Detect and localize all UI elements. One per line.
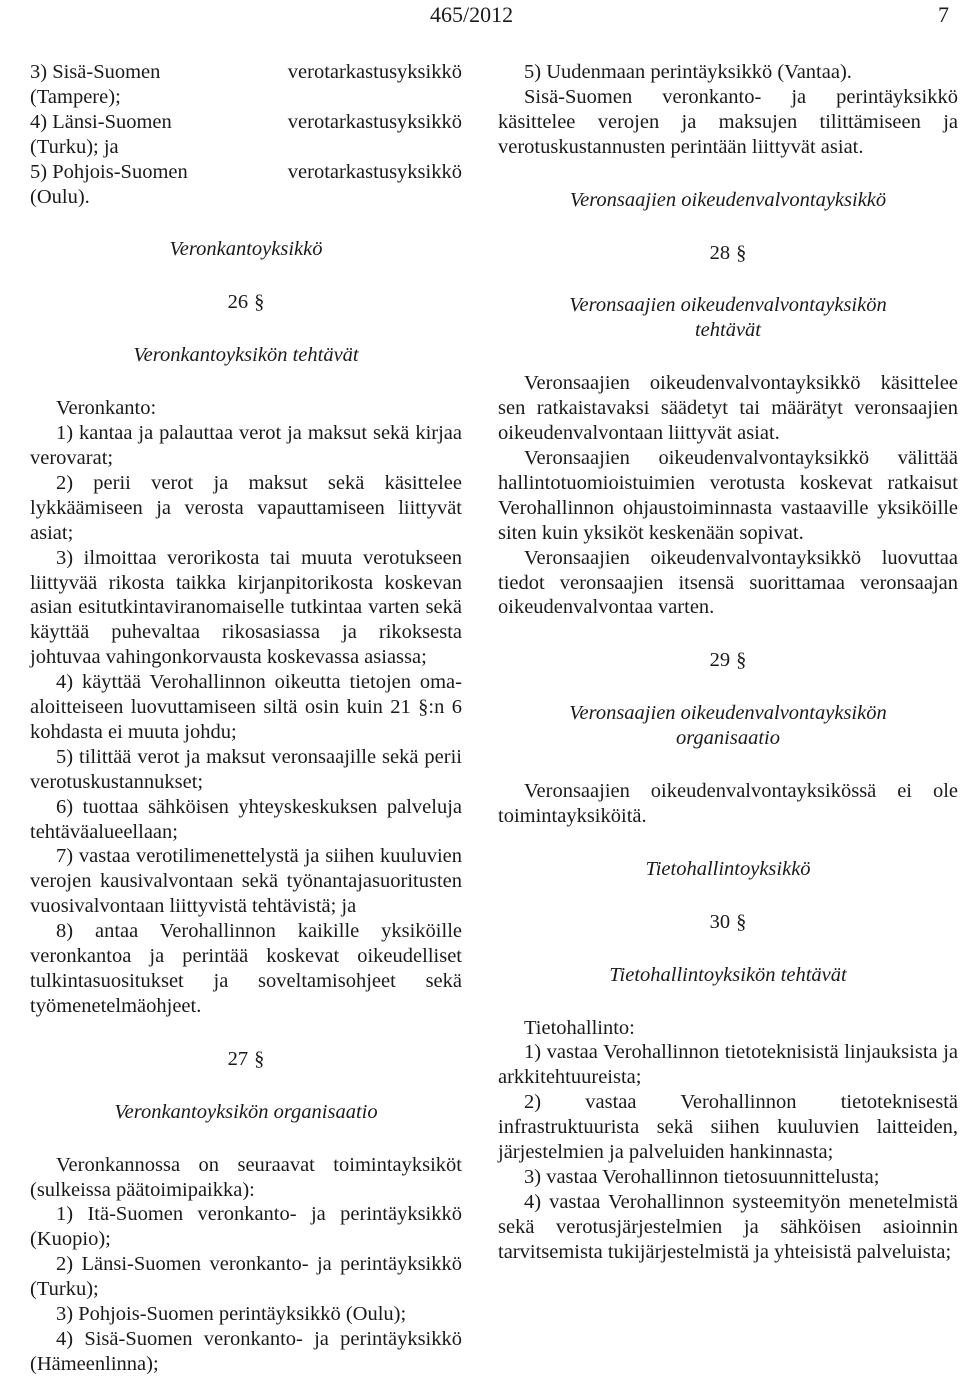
list-item: 7) vastaa verotilimenettelystä ja siihen kuuluvien verojen kausivalvontaan sekä työnantajasuoritusten vuosivalvontaan liittyvistä tehtävistä; ja	[30, 845, 462, 918]
list-item: 4) Länsi-Suomen verotarkastusyksikkö	[30, 110, 462, 133]
section-number: 30 §	[709, 910, 747, 933]
paragraph: Veronkanto:	[56, 397, 157, 420]
document-number: 465/2012	[430, 2, 514, 27]
paragraph: Sisä-Suomen veronkanto- ja perintäyksikkö käsittelee verojen ja maksujen tilittämiseen ja verotuskustannusten perintään liittyvät asiat.	[498, 85, 958, 158]
chapter-heading: Veronsaajien oikeudenvalvontayksikkö	[569, 188, 887, 211]
section-number: 27 §	[227, 1047, 265, 1070]
list-item: 1) vastaa Verohallinnon tietoteknisistä linjauksista ja arkkitehtuureista;	[498, 1041, 958, 1089]
list-item-continuation: (Tampere);	[30, 85, 121, 108]
chapter-heading: Veronkantoyksikkö	[169, 238, 323, 261]
list-item: 3) ilmoittaa verorikosta tai muuta verotukseen liittyvää rikosta taikka kirjanpitorikosta koskevan asian esitutkintaviranomaiselle tutkintaa varten sekä käyttää puhevaltaa rikosasiassa ja rikoksesta johtuvaa vahingonkorvausta koskevassa asiassa;	[30, 546, 462, 669]
paragraph: Veronsaajien oikeudenvalvontayksikkö välittää hallintotuomioistuimien verotusta koskevat ratkaisut Verohallinnon ohjaustoiminnasta vastaaville yksiköille siten kuin yksiköt keskenään sopivat.	[498, 446, 958, 544]
section-title-continuation: tehtävät	[694, 319, 762, 342]
list-item: 4) käyttää Verohallinnon oikeutta tietojen oma-aloitteiseen luovuttamiseen siltä osin kuin 21 §:n 6 kohdasta ei muuta johdu;	[30, 671, 462, 743]
list-item: 5) tilittää verot ja maksut veronsaajille sekä perii verotuskustannukset;	[30, 745, 462, 793]
paragraph: Veronsaajien oikeudenvalvontayksikkö käsittelee sen ratkaistavaksi säädetyt tai määrätyt veronsaajien oikeudenvalvontaan liittyvät asiat.	[498, 372, 958, 445]
list-item: 5) Pohjois-Suomen verotarkastusyksikkö	[30, 160, 462, 183]
paragraph: Tietohallinto:	[524, 1016, 635, 1039]
paragraph: Veronkannossa on seuraavat toimintayksiköt (sulkeissa päätoimipaikka):	[30, 1153, 462, 1201]
list-item: 1) Itä-Suomen veronkanto- ja perintäyksikkö (Kuopio);	[30, 1203, 462, 1251]
section-title-continuation: organisaatio	[675, 727, 781, 750]
page-header	[0, 0, 960, 30]
section-title: Veronsaajien oikeudenvalvontayksikön	[569, 294, 887, 317]
section-number: 26 §	[227, 291, 265, 314]
list-item: 2) Länsi-Suomen veronkanto- ja perintäyksikkö (Turku);	[30, 1253, 462, 1301]
paragraph: Veronsaajien oikeudenvalvontayksikössä ei ole toimintayksiköitä.	[498, 780, 958, 827]
section-title: Veronsaajien oikeudenvalvontayksikön	[569, 702, 887, 725]
section-number: 28 §	[709, 241, 747, 264]
list-item: 2) perii verot ja maksut sekä käsittelee lykkäämiseen ja verosta vapauttamiseen liittyvät asiat;	[30, 471, 462, 544]
list-item: 3) vastaa Verohallinnon tietosuunnittelusta;	[524, 1166, 880, 1188]
list-item: 2) vastaa Verohallinnon tietoteknisestä infrastruktuurista sekä siihen kuuluvien laitteiden, järjestelmien ja palveluiden hankinnasta;	[498, 1091, 958, 1164]
right-column	[498, 60, 958, 1265]
list-item: 6) tuottaa sähköisen yhteyskeskuksen palveluja tehtäväalueellaan;	[30, 795, 462, 843]
section-title: Veronkantoyksikön organisaatio	[114, 1100, 378, 1123]
section-number: 29 §	[709, 649, 747, 672]
list-item: 1) kantaa ja palauttaa verot ja maksut sekä kirjaa verovarat;	[30, 422, 462, 469]
list-item: 3) Sisä-Suomen verotarkastusyksikkö	[30, 61, 462, 83]
paragraph: Veronsaajien oikeudenvalvontayksikkö luovuttaa tiedot veronsaajien itsensä suorittamaa veronsaajan oikeudenvalvontaa varten.	[498, 546, 958, 619]
list-item: 3) Pohjois-Suomen perintäyksikkö (Oulu);	[56, 1303, 407, 1326]
list-item: 4) Sisä-Suomen veronkanto- ja perintäyksikkö (Hämeenlinna);	[30, 1327, 462, 1375]
section-title: Tietohallintoyksikön tehtävät	[609, 963, 847, 986]
list-item: 4) vastaa Verohallinnon systeemityön menetelmistä sekä verotusjärjestelmien ja sähköisen asioinnin tarvitsemista tukijärjestelmistä ja yhteisistä palveluista;	[498, 1190, 958, 1263]
page-number: 7	[938, 2, 949, 27]
list-item: 8) antaa Verohallinnon kaikille yksiköille veronkantoa ja perintää koskevat oikeudelliset tulkintasuositukset ja soveltamisohjeet sekä työmenetelmäohjeet.	[30, 920, 462, 1017]
list-item: 5) Uudenmaan perintäyksikkö (Vantaa).	[524, 61, 852, 83]
section-title: Veronkantoyksikön tehtävät	[133, 344, 359, 367]
left-column	[30, 60, 462, 1377]
list-item-continuation: (Turku); ja	[30, 135, 119, 158]
chapter-heading: Tietohallintoyksikkö	[645, 857, 811, 880]
list-item-continuation: (Oulu).	[30, 185, 90, 208]
